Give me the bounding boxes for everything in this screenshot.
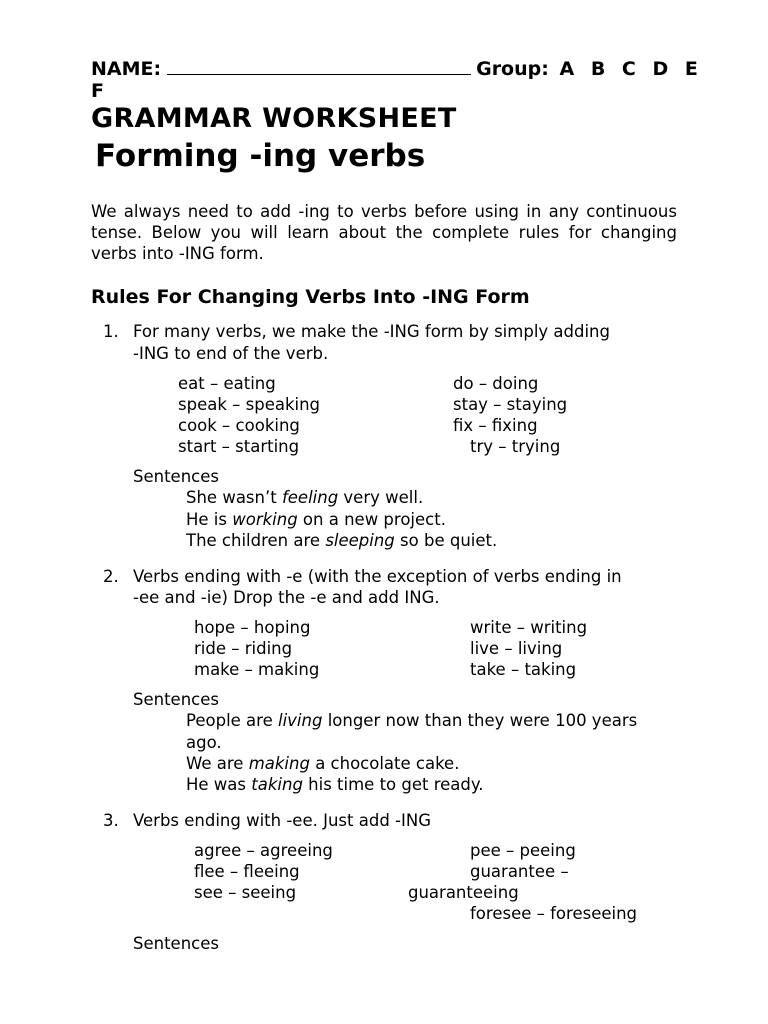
group-option-c: C [621, 58, 636, 80]
example-pair: stay – staying [453, 395, 568, 414]
example-pair: guaranteeing [408, 883, 519, 902]
highlighted-verb: sleeping [325, 531, 395, 550]
example-sentence: ago. [186, 733, 222, 752]
group-option-e: E [684, 58, 698, 80]
example-pair: start – starting [178, 437, 300, 456]
highlighted-verb: working [232, 510, 298, 529]
example-pair: hope – hoping [194, 618, 311, 637]
sentences-label: Sentences [133, 467, 219, 486]
example-sentence: The children are sleeping so be quiet. [186, 531, 498, 550]
rule-number: 2. [103, 567, 119, 586]
example-pair: agree – agreeing [194, 841, 333, 860]
highlighted-verb: feeling [281, 488, 339, 507]
rule-number: 3. [103, 811, 119, 830]
example-pair: cook – cooking [178, 416, 300, 435]
rule-text: Verbs ending with -e (with the exception of verbs ending in [133, 567, 622, 586]
example-pair: speak – speaking [178, 395, 321, 414]
intro-paragraph: We always need to add -ing to verbs before using in any continuous tense. Below you will learn about the complete rules for changing verbs into -ING form. [91, 202, 677, 263]
example-pair: write – writing [470, 618, 588, 637]
example-pair: guarantee – [470, 862, 569, 881]
example-pair: make – making [194, 660, 320, 679]
group-label: Group: [476, 58, 549, 80]
example-sentence: People are living longer now than they were 100 years [186, 711, 638, 730]
rule-text: Verbs ending with -ee. Just add -ING [133, 811, 431, 830]
name-field [91, 57, 698, 80]
example-sentence: We are making a chocolate cake. [186, 754, 460, 773]
group-option-f: F [91, 80, 104, 102]
rules-heading: Rules For Changing Verbs Into -ING Form [91, 286, 530, 308]
group-option-d: D [652, 58, 669, 80]
name-blank-line[interactable] [167, 57, 471, 75]
highlighted-verb: living [278, 711, 323, 730]
rule-number: 1. [103, 322, 119, 341]
example-pair: fix – fixing [453, 416, 538, 435]
name-label: NAME: [91, 58, 162, 80]
example-pair: live – living [470, 639, 563, 658]
example-pair: pee – peeing [470, 841, 576, 860]
group-option-b: B [590, 58, 606, 80]
example-sentence: She wasn’t feeling very well. [186, 488, 424, 507]
example-pair: ride – riding [194, 639, 293, 658]
example-pair: foresee – foreseeing [470, 904, 638, 923]
example-pair: try – trying [470, 437, 561, 456]
highlighted-verb: making [248, 754, 310, 773]
group-option-a: A [559, 58, 575, 80]
rule-text: For many verbs, we make the -ING form by simply adding [133, 322, 610, 341]
rule-text: -ee and -ie) Drop the -e and add ING. [133, 588, 440, 607]
example-pair: do – doing [453, 374, 539, 393]
sentences-label: Sentences [133, 690, 219, 709]
sentences-label: Sentences [133, 934, 219, 953]
rule-text: -ING to end of the verb. [133, 344, 329, 363]
worksheet-subtitle: Forming -ing verbs [95, 138, 426, 174]
example-pair: eat – eating [178, 374, 276, 393]
example-sentence: He is working on a new project. [186, 510, 446, 529]
example-pair: take – taking [470, 660, 577, 679]
highlighted-verb: taking [251, 775, 303, 794]
example-pair: flee – fleeing [194, 862, 300, 881]
example-sentence: He was taking his time to get ready. [186, 775, 484, 794]
worksheet-title: GRAMMAR WORKSHEET [91, 103, 457, 134]
example-pair: see – seeing [194, 883, 297, 902]
